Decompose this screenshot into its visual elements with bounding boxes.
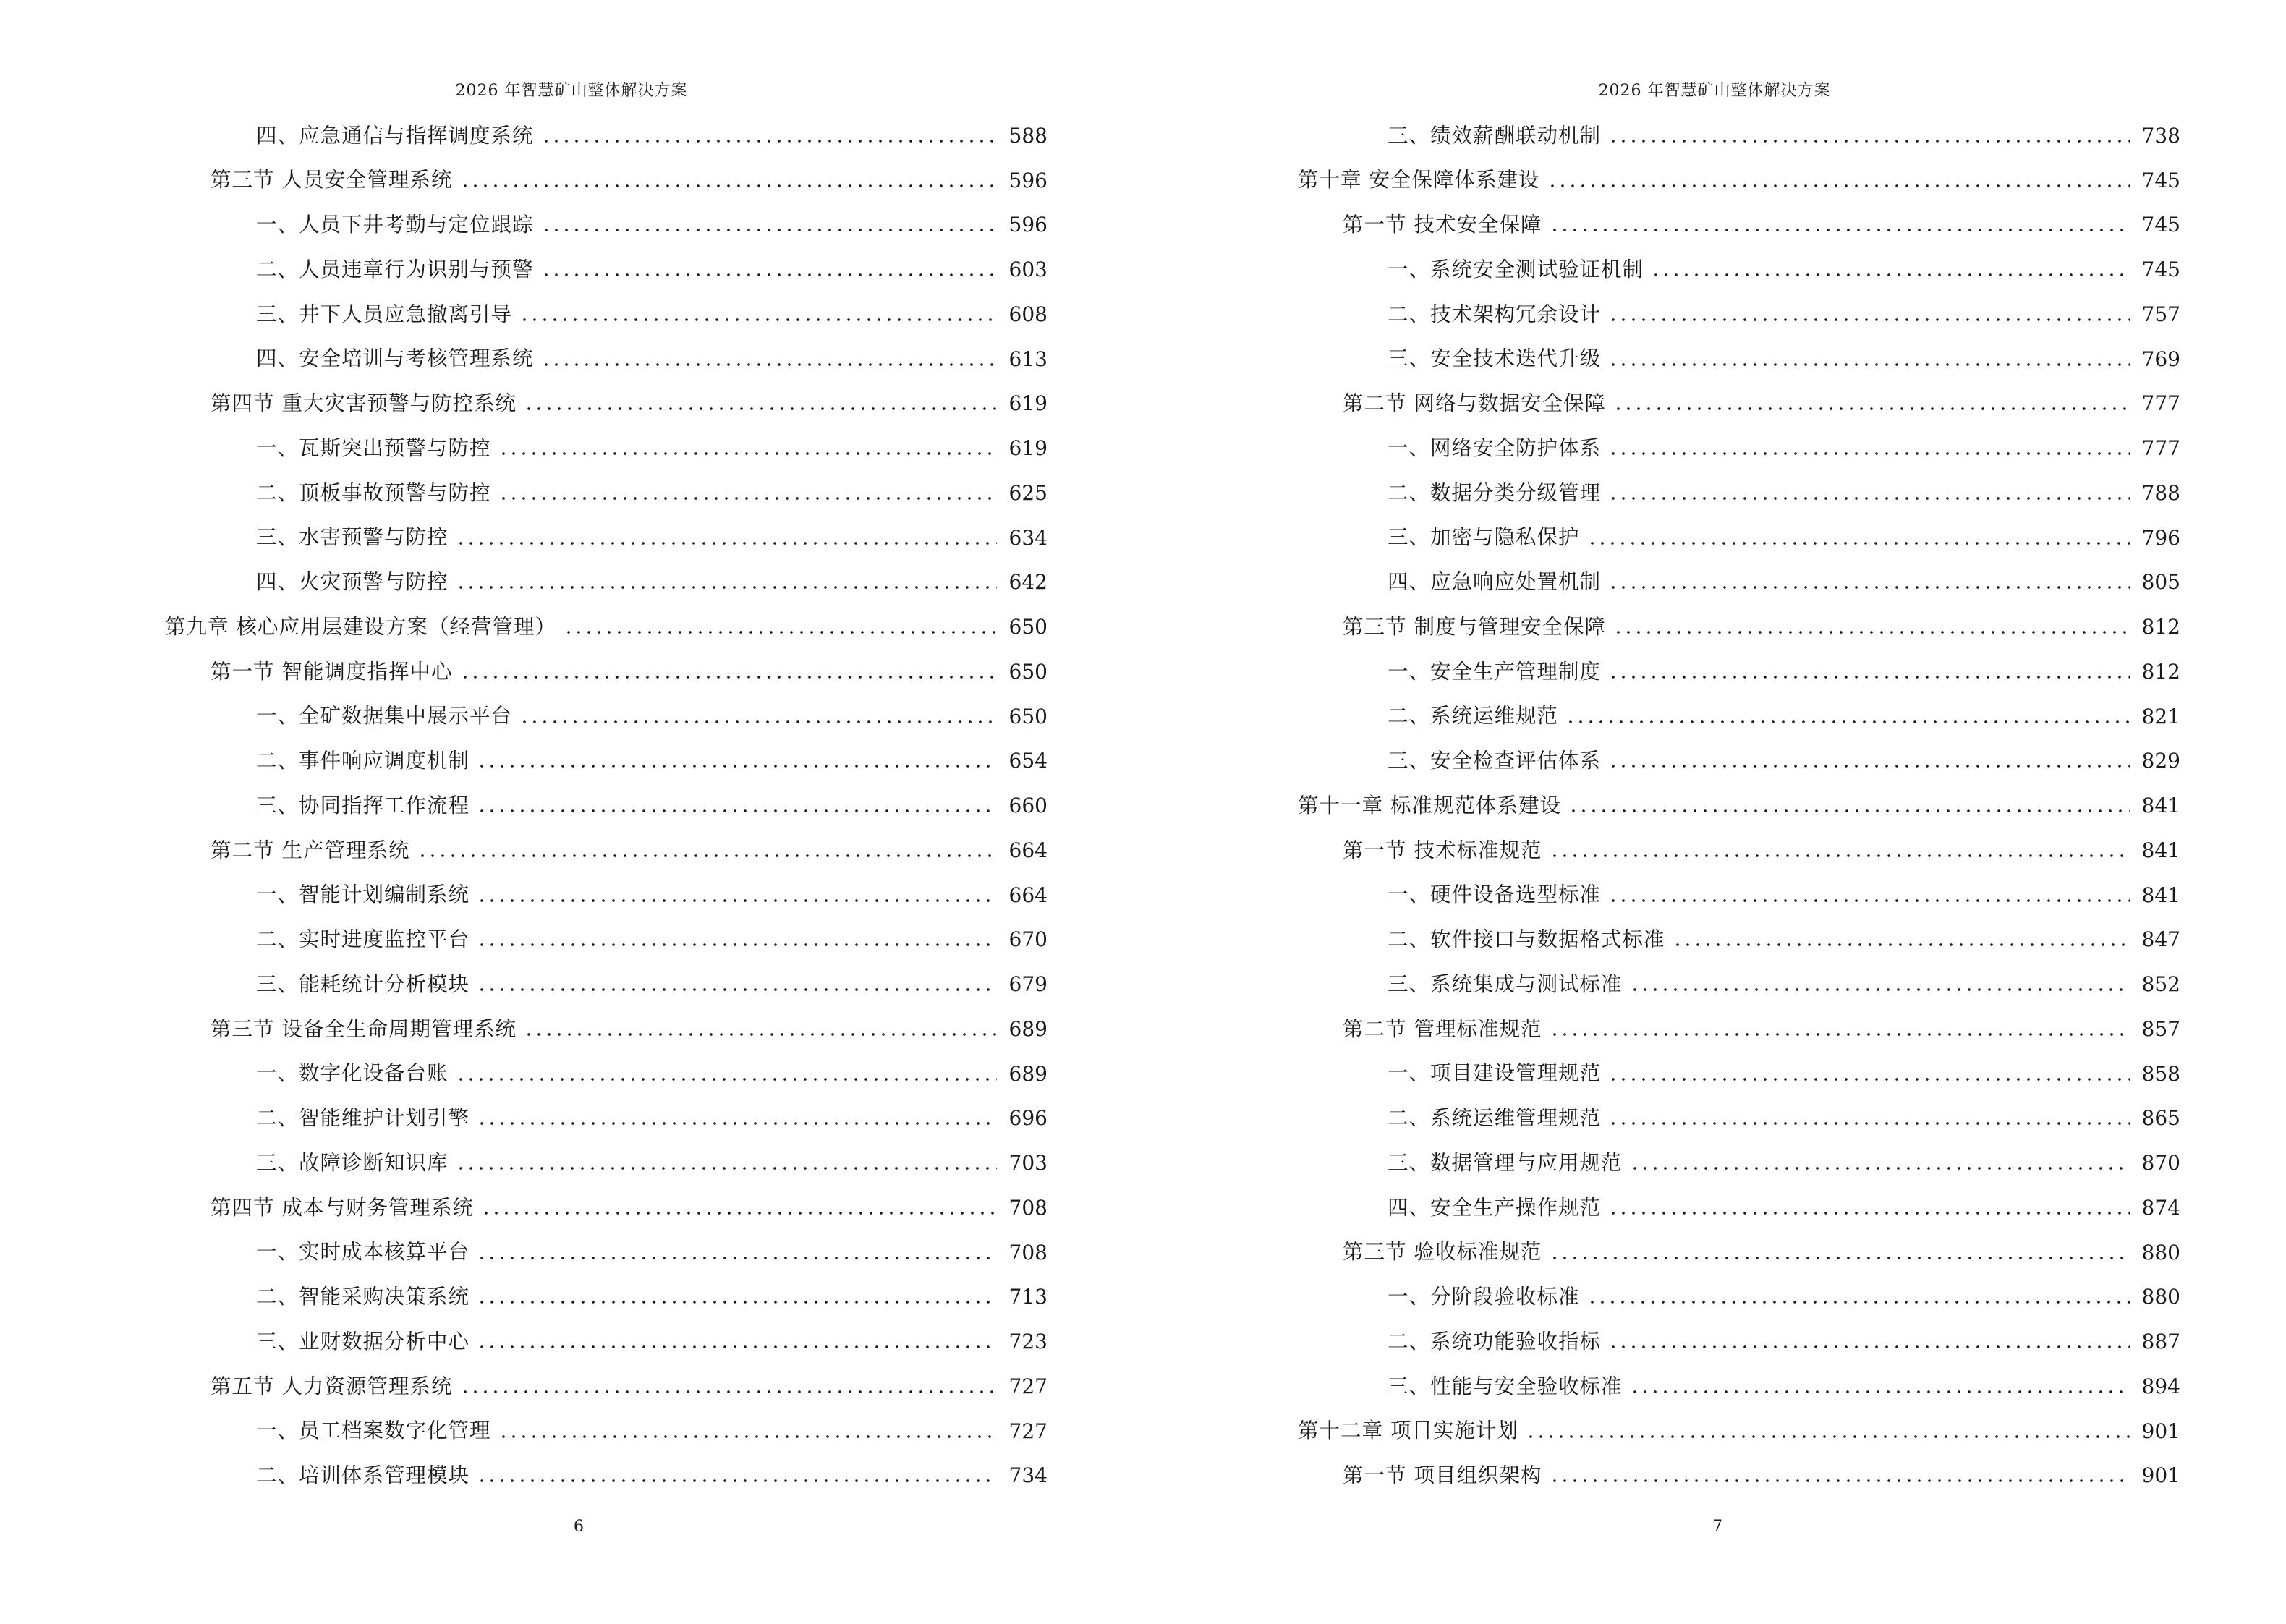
toc-entry-title: 一、瓦斯突出预警与防控 (256, 435, 491, 460)
toc-entry-title: 一、系统安全测试验证机制 (1388, 257, 1644, 281)
toc-entry-page: 874 (2141, 1195, 2180, 1220)
dot-leader (456, 541, 997, 545)
toc-entry-title: 第十章 安全保障体系建设 (1298, 168, 1540, 192)
dot-leader (1608, 1345, 2130, 1349)
dot-leader (477, 1256, 997, 1260)
toc-entry-page: 812 (2141, 615, 2180, 639)
dot-leader (1587, 1300, 2130, 1304)
toc-entry[interactable] (165, 828, 1048, 873)
toc-entry-page: 894 (2141, 1374, 2180, 1398)
toc-entry-title: 第三节 人员安全管理系统 (211, 168, 453, 192)
toc-entry-page: 625 (1008, 480, 1048, 505)
toc-entry[interactable] (1298, 1230, 2180, 1275)
toc-entry[interactable] (1298, 247, 2180, 292)
toc-entry[interactable] (165, 605, 1048, 650)
toc-entry-page: 619 (1008, 391, 1048, 416)
dot-leader (477, 1121, 997, 1126)
dot-leader (1613, 407, 2130, 411)
toc-entry-title: 第二节 管理标准规范 (1343, 1016, 1542, 1041)
toc-entry-page: 870 (2141, 1151, 2180, 1176)
dot-leader (1608, 898, 2130, 903)
toc-entry-page: 841 (2141, 794, 2180, 818)
toc-entry[interactable] (1298, 873, 2180, 918)
dot-leader (481, 1211, 997, 1215)
toc-entry-page: 613 (1008, 347, 1048, 371)
toc-entry[interactable] (165, 426, 1048, 471)
toc-entry-title: 第三节 验收标准规范 (1343, 1240, 1542, 1264)
dot-leader (1630, 1166, 2130, 1170)
dot-leader (477, 1345, 997, 1349)
toc-entry[interactable] (1298, 292, 2180, 337)
toc-entry-page: 847 (2141, 927, 2180, 952)
dot-leader (541, 273, 997, 277)
toc-entry-title: 二、数据分类分级管理 (1388, 480, 1602, 505)
toc-entry[interactable] (165, 918, 1048, 963)
toc-entry-title: 三、性能与安全验收标准 (1388, 1374, 1623, 1398)
toc-entry-title: 四、安全生产操作规范 (1388, 1195, 1602, 1220)
toc-entry[interactable] (1298, 1052, 2180, 1097)
dot-leader (477, 987, 997, 992)
table-of-contents (1298, 114, 2180, 1498)
toc-entry-page: 841 (2141, 883, 2180, 907)
toc-entry[interactable] (1298, 114, 2180, 158)
toc-entry[interactable] (1298, 605, 2180, 650)
dot-leader (460, 1390, 997, 1394)
toc-entry-title: 二、顶板事故预警与防控 (256, 480, 491, 505)
toc-entry-page: 689 (1008, 1016, 1048, 1041)
toc-entry-title: 第四节 成本与财务管理系统 (211, 1195, 475, 1220)
toc-entry-title: 三、数据管理与应用规范 (1388, 1150, 1623, 1175)
toc-entry-title: 二、系统运维规范 (1388, 704, 1559, 728)
toc-entry-page: 858 (2141, 1061, 2180, 1086)
dot-leader (541, 362, 997, 367)
toc-entry-page: 745 (2141, 213, 2180, 237)
dot-leader (1608, 318, 2130, 322)
toc-entry-title: 一、网络安全防护体系 (1388, 435, 1602, 460)
toc-entry[interactable] (1298, 650, 2180, 694)
toc-entry[interactable] (165, 1319, 1048, 1364)
dot-leader (1608, 1077, 2130, 1081)
toc-entry-title: 二、系统运维管理规范 (1388, 1106, 1602, 1131)
toc-entry-title: 第二节 网络与数据安全保障 (1343, 391, 1607, 416)
dot-leader (1630, 1390, 2130, 1394)
toc-entry-title: 三、水害预警与防控 (256, 525, 449, 550)
toc-entry-title: 三、井下人员应急撤离引导 (256, 302, 513, 326)
toc-entry-page: 777 (2141, 391, 2180, 416)
toc-entry-page: 660 (1008, 794, 1048, 818)
toc-entry-title: 一、员工档案数字化管理 (256, 1419, 491, 1443)
dot-leader (1608, 675, 2130, 679)
toc-entry-title: 第三节 制度与管理安全保障 (1343, 614, 1607, 639)
toc-entry[interactable] (165, 1409, 1048, 1454)
toc-entry-title: 一、项目建设管理规范 (1388, 1061, 1602, 1086)
toc-entry-page: 757 (2141, 302, 2180, 326)
dot-leader (1608, 139, 2130, 143)
toc-entry-page: 696 (1008, 1106, 1048, 1131)
toc-entry[interactable] (165, 158, 1048, 203)
toc-entry-title: 第二节 生产管理系统 (211, 838, 410, 862)
dot-leader (460, 675, 997, 679)
toc-entry[interactable] (165, 1454, 1048, 1499)
toc-entry-title: 三、安全技术迭代升级 (1388, 347, 1602, 371)
dot-leader (519, 720, 997, 724)
dot-leader (477, 1479, 997, 1483)
toc-entry[interactable] (165, 1141, 1048, 1186)
toc-entry[interactable] (165, 694, 1048, 739)
toc-entry-page: 777 (2141, 436, 2180, 461)
toc-entry[interactable] (1298, 828, 2180, 873)
toc-entry-page: 901 (2141, 1419, 2180, 1443)
toc-entry-page: 857 (2141, 1016, 2180, 1041)
toc-entry[interactable] (1298, 1097, 2180, 1142)
toc-entry[interactable] (1298, 918, 2180, 963)
toc-entry-page: 664 (1008, 838, 1048, 862)
toc-entry[interactable] (1298, 1454, 2180, 1499)
toc-entry-title: 三、能耗统计分析模块 (256, 972, 470, 996)
toc-entry[interactable] (165, 1052, 1048, 1097)
toc-entry-title: 三、协同指挥工作流程 (256, 793, 470, 817)
toc-entry[interactable] (165, 650, 1048, 694)
toc-entry-title: 三、系统集成与测试标准 (1388, 972, 1623, 996)
toc-entry-page: 865 (2141, 1106, 2180, 1131)
toc-entry-page: 821 (2141, 704, 2180, 728)
dot-leader (1608, 585, 2130, 590)
toc-entry[interactable] (1298, 426, 2180, 471)
toc-entry-title: 第四节 重大灾害预警与防控系统 (211, 391, 517, 416)
toc-entry[interactable] (165, 1275, 1048, 1320)
toc-entry-title: 四、火灾预警与防控 (256, 570, 449, 595)
toc-entry[interactable] (165, 739, 1048, 784)
dot-leader (564, 630, 997, 634)
toc-entry-title: 第十一章 标准规范体系建设 (1298, 793, 1562, 817)
toc-entry-page: 642 (1008, 570, 1048, 595)
toc-entry[interactable] (165, 247, 1048, 292)
dot-leader (541, 228, 997, 232)
toc-entry-title: 二、智能维护计划引擎 (256, 1106, 470, 1131)
dot-leader (1608, 764, 2130, 768)
toc-entry-page: 689 (1008, 1061, 1048, 1086)
toc-entry-page: 745 (2141, 258, 2180, 282)
toc-entry[interactable] (1298, 158, 2180, 203)
toc-entry-title: 第一节 智能调度指挥中心 (211, 659, 453, 684)
dot-leader (1608, 362, 2130, 367)
toc-entry-page: 829 (2141, 749, 2180, 773)
toc-entry-title: 一、数字化设备台账 (256, 1061, 449, 1086)
dot-leader (1550, 228, 2130, 232)
page-header: 2026 年智慧矿山整体解决方案 (455, 82, 688, 100)
dot-leader (1587, 541, 2130, 545)
toc-entry-title: 三、加密与隐私保护 (1388, 525, 1580, 550)
toc-entry[interactable] (1298, 1186, 2180, 1230)
dot-leader (456, 585, 997, 590)
dot-leader (498, 451, 997, 456)
dot-leader (477, 1300, 997, 1304)
toc-entry-title: 三、故障诊断知识库 (256, 1150, 449, 1175)
toc-entry-title: 一、人员下井考勤与定位跟踪 (256, 213, 534, 237)
dot-leader (524, 407, 997, 411)
toc-entry-page: 841 (2141, 838, 2180, 862)
toc-entry-page: 769 (2141, 347, 2180, 371)
toc-entry[interactable] (165, 337, 1048, 382)
toc-entry-title: 一、安全生产管理制度 (1388, 659, 1602, 684)
toc-entry[interactable] (165, 561, 1048, 605)
toc-entry-page: 654 (1008, 749, 1048, 773)
toc-entry-page: 650 (1008, 615, 1048, 639)
toc-entry-title: 二、实时进度监控平台 (256, 927, 470, 952)
right-page (1143, 0, 2286, 1624)
dot-leader (1613, 630, 2130, 634)
toc-entry[interactable] (165, 203, 1048, 248)
dot-leader (477, 943, 997, 947)
toc-entry-title: 二、软件接口与数据格式标准 (1388, 927, 1665, 952)
toc-entry-page: 880 (2141, 1240, 2180, 1264)
dot-leader (1608, 1211, 2130, 1215)
toc-entry-page: 901 (2141, 1463, 2180, 1488)
toc-entry[interactable] (1298, 1275, 2180, 1320)
dot-leader (456, 1166, 997, 1170)
toc-entry-title: 第一节 项目组织架构 (1343, 1463, 1542, 1488)
toc-entry-page: 670 (1008, 927, 1048, 952)
toc-entry[interactable] (1298, 561, 2180, 605)
toc-entry-page: 745 (2141, 168, 2180, 192)
dot-leader (498, 1434, 997, 1439)
dot-leader (1608, 451, 2130, 456)
toc-entry[interactable] (1298, 516, 2180, 561)
toc-entry[interactable] (1298, 783, 2180, 828)
toc-entry[interactable] (1298, 471, 2180, 516)
toc-entry-page: 596 (1008, 213, 1048, 237)
toc-entry[interactable] (165, 1007, 1048, 1052)
toc-entry-title: 第十二章 项目实施计划 (1298, 1419, 1519, 1443)
dot-leader (1550, 854, 2130, 858)
toc-entry[interactable] (165, 471, 1048, 516)
toc-entry-page: 723 (1008, 1330, 1048, 1354)
toc-entry-page: 727 (1008, 1419, 1048, 1443)
dot-leader (498, 496, 997, 501)
dot-leader (519, 318, 997, 322)
toc-entry-title: 一、实时成本核算平台 (256, 1240, 470, 1264)
toc-entry[interactable] (165, 1230, 1048, 1275)
toc-entry-title: 第五节 人力资源管理系统 (211, 1374, 453, 1398)
toc-entry-title: 第一节 技术标准规范 (1343, 838, 1542, 862)
toc-entry[interactable] (165, 292, 1048, 337)
dot-leader (1565, 720, 2130, 724)
toc-entry[interactable] (1298, 337, 2180, 382)
toc-entry-page: 708 (1008, 1195, 1048, 1220)
dot-leader (541, 139, 997, 143)
toc-entry-page: 650 (1008, 704, 1048, 728)
toc-entry-page: 880 (2141, 1285, 2180, 1309)
toc-entry-title: 一、全矿数据集中展示平台 (256, 704, 513, 728)
toc-entry-title: 二、培训体系管理模块 (256, 1463, 470, 1488)
toc-entry[interactable] (1298, 382, 2180, 427)
toc-entry-title: 第三节 设备全生命周期管理系统 (211, 1016, 517, 1041)
toc-entry-title: 第一节 技术安全保障 (1343, 213, 1542, 237)
page-number: 7 (1712, 1518, 1722, 1536)
toc-entry[interactable] (165, 516, 1048, 561)
toc-entry-page: 805 (2141, 570, 2180, 595)
dot-leader (477, 809, 997, 813)
toc-entry-title: 四、安全培训与考核管理系统 (256, 347, 534, 371)
toc-entry-title: 一、智能计划编制系统 (256, 883, 470, 907)
dot-leader (417, 854, 997, 858)
toc-entry-title: 二、事件响应调度机制 (256, 749, 470, 773)
toc-entry-title: 第九章 核心应用层建设方案（经营管理） (165, 614, 557, 639)
toc-entry-page: 703 (1008, 1151, 1048, 1176)
toc-entry[interactable] (165, 962, 1048, 1007)
toc-entry[interactable] (1298, 1409, 2180, 1454)
toc-entry-page: 664 (1008, 883, 1048, 907)
toc-entry[interactable] (165, 1186, 1048, 1230)
toc-entry-page: 619 (1008, 436, 1048, 461)
toc-entry-title: 三、安全检查评估体系 (1388, 749, 1602, 773)
toc-entry-page: 588 (1008, 123, 1048, 148)
toc-entry-title: 三、绩效薪酬联动机制 (1388, 123, 1602, 148)
dot-leader (1568, 809, 2130, 813)
toc-entry[interactable] (1298, 739, 2180, 784)
toc-entry-page: 796 (2141, 525, 2180, 550)
dot-leader (1608, 496, 2130, 501)
dot-leader (1526, 1434, 2130, 1439)
toc-entry[interactable] (165, 114, 1048, 158)
toc-entry-page: 650 (1008, 659, 1048, 684)
toc-entry-title: 二、智能采购决策系统 (256, 1285, 470, 1309)
toc-entry[interactable] (1298, 1141, 2180, 1186)
dot-leader (524, 1032, 997, 1037)
toc-entry-page: 734 (1008, 1463, 1048, 1488)
toc-entry[interactable] (165, 873, 1048, 918)
toc-entry[interactable] (165, 1097, 1048, 1142)
toc-entry[interactable] (165, 382, 1048, 427)
toc-entry-page: 596 (1008, 168, 1048, 192)
toc-entry-page: 608 (1008, 302, 1048, 326)
dot-leader (477, 764, 997, 768)
dot-leader (460, 184, 997, 188)
toc-entry-title: 二、人员违章行为识别与预警 (256, 257, 534, 281)
toc-entry[interactable] (165, 783, 1048, 828)
toc-entry-title: 四、应急响应处置机制 (1388, 570, 1602, 595)
toc-entry-title: 四、应急通信与指挥调度系统 (256, 123, 534, 148)
toc-entry-page: 708 (1008, 1240, 1048, 1264)
toc-entry-page: 788 (2141, 480, 2180, 505)
toc-entry-page: 812 (2141, 659, 2180, 684)
dot-leader (1550, 1256, 2130, 1260)
toc-entry-page: 887 (2141, 1330, 2180, 1354)
dot-leader (456, 1077, 997, 1081)
dot-leader (1550, 1479, 2130, 1483)
toc-entry-title: 一、硬件设备选型标准 (1388, 883, 1602, 907)
page-header: 2026 年智慧矿山整体解决方案 (1598, 82, 1831, 100)
toc-entry[interactable] (1298, 962, 2180, 1007)
toc-entry[interactable] (1298, 1007, 2180, 1052)
toc-entry-title: 二、技术架构冗余设计 (1388, 302, 1602, 326)
page-number: 6 (574, 1518, 584, 1536)
toc-entry-page: 603 (1008, 258, 1048, 282)
toc-entry[interactable] (1298, 694, 2180, 739)
toc-entry-page: 713 (1008, 1285, 1048, 1309)
toc-entry[interactable] (1298, 1364, 2180, 1409)
dot-leader (1651, 273, 2130, 277)
toc-entry[interactable] (165, 1364, 1048, 1409)
toc-entry-page: 679 (1008, 972, 1048, 997)
toc-entry[interactable] (1298, 1319, 2180, 1364)
toc-entry-page: 738 (2141, 123, 2180, 148)
toc-entry-page: 727 (1008, 1374, 1048, 1398)
dot-leader (1673, 943, 2130, 947)
toc-entry-title: 三、业财数据分析中心 (256, 1329, 470, 1353)
toc-entry-page: 634 (1008, 525, 1048, 550)
dot-leader (477, 898, 997, 903)
dot-leader (1550, 1032, 2130, 1037)
dot-leader (1608, 1121, 2130, 1126)
table-of-contents (165, 114, 1048, 1498)
toc-entry[interactable] (1298, 203, 2180, 248)
dot-leader (1547, 184, 2130, 188)
toc-entry-page: 852 (2141, 972, 2180, 997)
dot-leader (1630, 987, 2130, 992)
toc-entry-title: 二、系统功能验收指标 (1388, 1329, 1602, 1353)
toc-entry-title: 一、分阶段验收标准 (1388, 1285, 1580, 1309)
